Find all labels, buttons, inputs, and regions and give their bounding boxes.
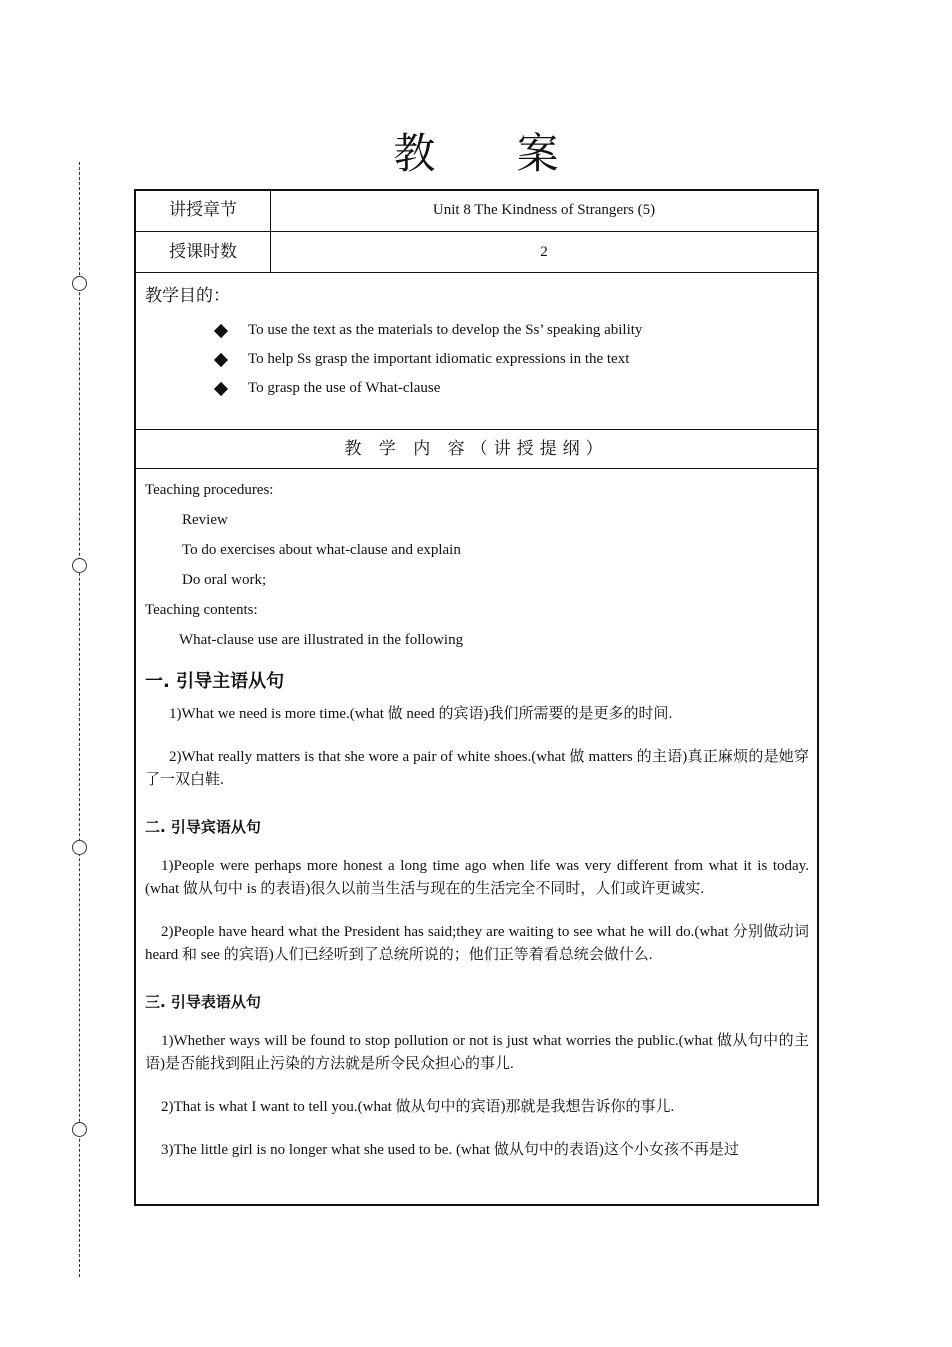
procedure-step: Review	[182, 512, 228, 528]
procedure-step: Do oral work;	[182, 572, 267, 588]
document-title: 教 案	[393, 129, 593, 178]
chapter-label: 讲授章节	[136, 191, 271, 231]
procedures-heading: Teaching procedures:	[145, 482, 274, 498]
diamond-bullet-icon	[214, 381, 228, 395]
chapter-value: Unit 8 The Kindness of Strangers (5)	[432, 202, 656, 218]
binding-hole-icon	[72, 1122, 87, 1137]
hours-label: 授课时数	[136, 232, 271, 272]
example-sentence: 2)What really matters is that she wore a pair of white shoes.(what 做 matters 的主语)真正麻烦的是她穿了一双白鞋.	[145, 749, 809, 788]
objective-item	[136, 316, 817, 345]
teaching-content	[136, 469, 817, 1162]
procedure-step: To do exercises about what-clause and explain	[182, 542, 461, 558]
example-sentence: 2)People have heard what the President has said;they are waiting to see what he will do.(what 分别做动词 heard 和 see 的宾语)人们已经听到了总统所说的；他们正等着看总统会做什么.	[145, 924, 809, 963]
binding-hole-icon	[72, 558, 87, 573]
diamond-bullet-icon	[214, 352, 228, 366]
binding-hole-icon	[72, 276, 87, 291]
example-sentence: 1)Whether ways will be found to stop pollution or not is just what worries the public.(what 做从句中的主语)是否能找到阻止污染的方法就是所令民众担心的事儿.	[145, 1033, 809, 1072]
objective-text: To use the text as the materials to develop the Ss’ speaking ability	[248, 322, 643, 338]
objective-text: To help Ss grasp the important idiomatic expressions in the text	[248, 351, 630, 367]
objective-item	[136, 345, 817, 374]
diamond-bullet-icon	[214, 323, 228, 337]
content-header: 教 学 内 容（讲授提纲）	[136, 430, 817, 469]
section-heading: 一. 引导主语从句	[145, 671, 285, 692]
section-heading: 二. 引导宾语从句	[145, 818, 261, 836]
binding-hole-icon	[72, 840, 87, 855]
example-sentence: 1)People were perhaps more honest a long time ago when life was very different from what it is today.(what 做从句中 is 的表语)很久以前当生活与现在的生活完全不同时，人们或许更诚实.	[145, 858, 809, 897]
section-heading: 三. 引导表语从句	[145, 993, 261, 1011]
example-sentence: 3)The little girl is no longer what she used to be. (what 做从句中的表语)这个小女孩不再是过	[161, 1142, 739, 1158]
objective-text: To grasp the use of What-clause	[248, 380, 441, 396]
lesson-plan-table	[134, 189, 819, 1206]
contents-intro: What-clause use are illustrated in the following	[179, 632, 464, 648]
objectives-heading: 教学目的：	[145, 286, 230, 306]
contents-heading: Teaching contents:	[145, 602, 258, 618]
objectives-section	[136, 281, 817, 430]
hours-row	[136, 232, 817, 273]
example-sentence: 1)What we need is more time.(what 做 need 的宾语)我们所需要的是更多的时间.	[169, 706, 673, 722]
hours-value: 2	[540, 244, 548, 260]
example-sentence: 2)That is what I want to tell you.(what 做从句中的宾语)那就是我想告诉你的事儿.	[161, 1099, 675, 1115]
binding-margin-line	[79, 162, 80, 1277]
chapter-row	[136, 191, 817, 232]
objectives-list	[136, 316, 817, 403]
objective-item	[136, 374, 817, 403]
